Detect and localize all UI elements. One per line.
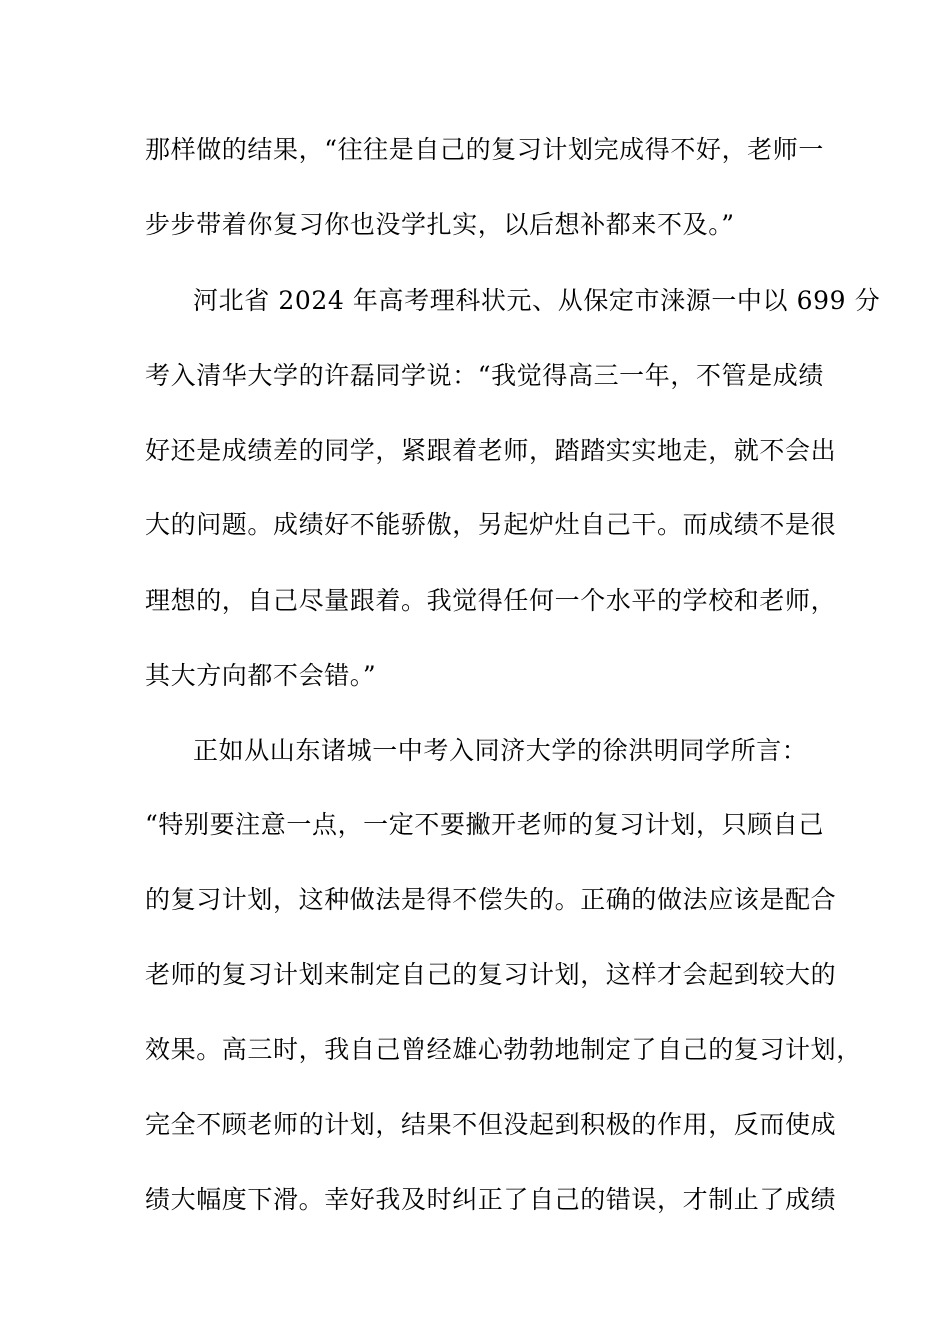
text-line: 效果。高三时，我自己曾经雄心勃勃地制定了自己的复习计划， [145,1035,862,1064]
text-line: 步步带着你复习你也没学扎实，以后想补都来不及。” [145,210,735,239]
text-line: 那样做的结果，“往往是自己的复习计划完成得不好，老师一 [145,135,824,164]
text-line: 大的问题。成绩好不能骄傲，另起炉灶自己干。而成绩不是很 [145,510,837,539]
paragraph-start-line: 河北省 2024 年高考理科状元、从保定市涞源一中以 699 分 [193,286,881,315]
text-line: 老师的复习计划来制定自己的复习计划，这样才会起到较大的 [145,960,837,989]
text-line: 好还是成绩差的同学，紧跟着老师，踏踏实实地走，就不会出 [145,436,837,465]
text-line: 绩大幅度下滑。幸好我及时纠正了自己的错误，才制止了成绩 [145,1185,837,1214]
text-line: 其大方向都不会错。” [145,661,377,690]
text-line: 完全不顾老师的计划，结果不但没起到积极的作用，反而使成 [145,1110,837,1139]
text-line: 的复习计划，这种做法是得不偿失的。正确的做法应该是配合 [145,885,837,914]
text-line: 考入清华大学的许磊同学说：“我觉得高三一年，不管是成绩 [145,361,824,390]
paragraph-start-line: 正如从山东诸城一中考入同济大学的徐洪明同学所言： [193,736,808,765]
text-line: 理想的，自己尽量跟着。我觉得任何一个水平的学校和老师， [145,586,837,615]
text-line: “特别要注意一点，一定不要撇开老师的复习计划，只顾自己 [145,810,824,839]
